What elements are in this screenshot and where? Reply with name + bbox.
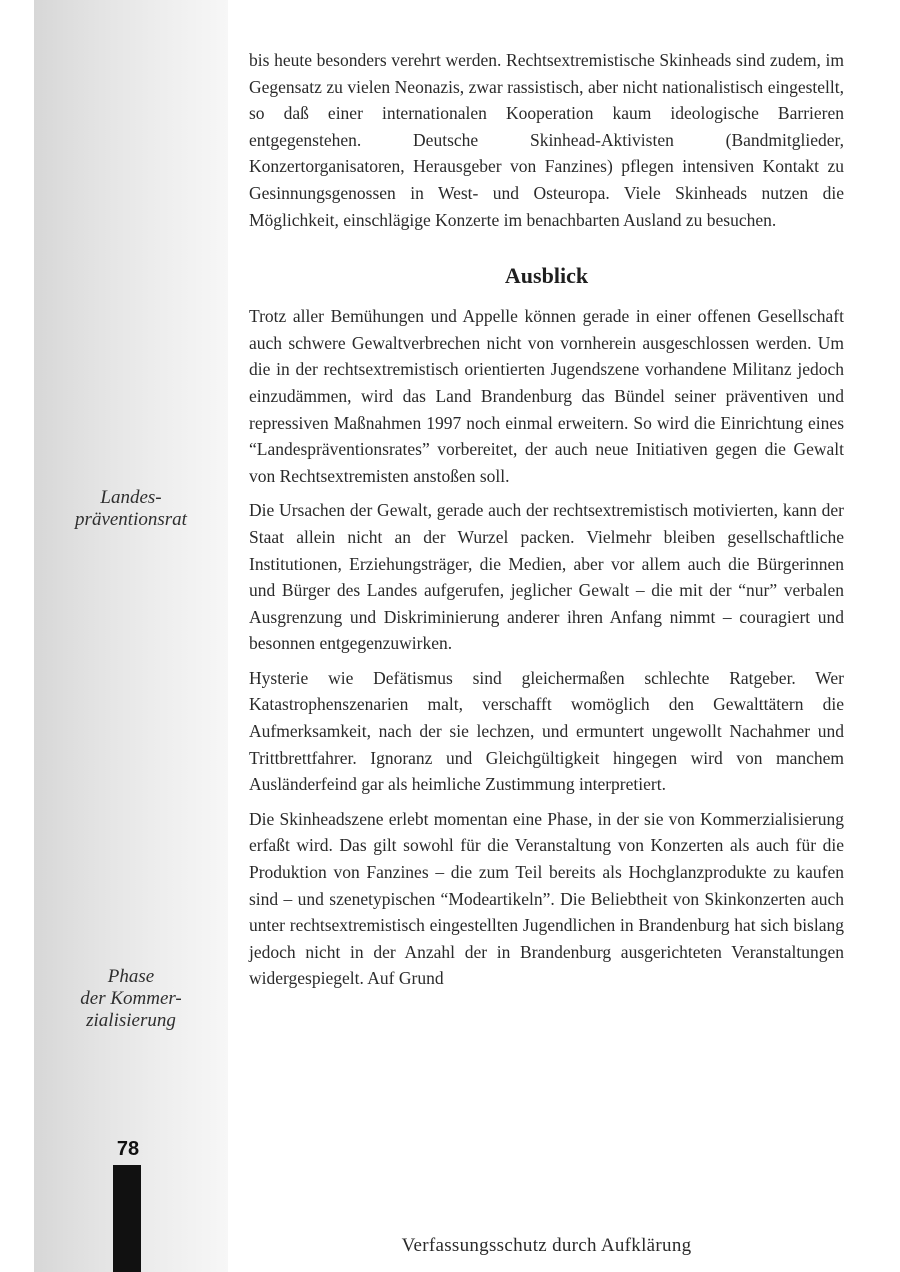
paragraph: Trotz aller Bemühungen und Appelle können gerade in einer offenen Gesellschaft auch schwere Gewaltverbrechen nicht von vornherein ausgeschlossen werden. Um die in der rechtsextremistisch orientierten Jugendszene vorhandene Militanz jedoch einzudämmen, wird das Land Brandenburg das Bündel seiner präventiven und repressiven Maßnahmen 1997 noch einmal erweitern. So wird die Einrichtung eines “Landespräventionsrates” vorbereitet, der auch neue Initiativen gegen die Gewalt von Rechtsextremisten anstoßen soll. (249, 306, 844, 486)
paragraph: Hysterie wie Defätismus sind gleichermaßen schlechte Ratgeber. Wer Katastrophenszenarien malt, verschafft womöglich den Gewalttätern die Aufmerksamkeit, nach der sie lechzen, und ermuntert ungewollt Nachahmer und Trittbrettfahrer. Ignoranz und Gleichgültigkeit hingegen wird von manchem Ausländerfeind gar als heimliche Zustimmung interpretiert. (249, 667, 844, 795)
intro-paragraph: bis heute besonders verehrt werden. Rechtsextremistische Skinheads sind zudem, im Gegensatz zu vielen Neonazis, zwar rassistisch, aber nicht nationalistisch eingestellt, so daß einer internationalen Kooperation kaum ideologische Barrieren entgegenstehen. Deutsche Skinhead-Aktivisten (Bandmitglieder, Konzertorganisatoren, Herausgeber von Fanzines) pflegen intensiven Kontakt zu Gesinnungsgenossen in West- und Osteuropa. Viele Skinheads nutzen die Möglichkeit, einschlägige Konzerte im benachbarten Ausland zu besuchen. (249, 50, 844, 230)
margin-note-line: Phase (107, 966, 155, 987)
paragraph: Die Ursachen der Gewalt, gerade auch der rechtsextremistisch motivierten, kann der Staat allein nicht an der Wurzel packen. Vielmehr bleiben gesellschaftliche Institutionen, Erziehungsträger, die Medien, aber vor allem auch die Bürgerinnen und Bürger des Landes aufgerufen, jeglicher Gewalt – die mit der “nur” verbalen Ausgrenzung und Diskriminierung anderer ihren Anfang nimmt – couragiert und besonnen entgegenzuwirken. (249, 500, 844, 654)
page-footer: Verfassungsschutz durch Aufklärung (401, 1235, 692, 1256)
margin-note-line: Landes- (100, 487, 162, 508)
margin-note-landespraeventionsrat (34, 487, 228, 531)
page-edge-bar (113, 1165, 141, 1272)
page-number: 78 (116, 1138, 140, 1160)
section-heading: Ausblick (504, 263, 589, 289)
main-text-column (249, 47, 844, 992)
margin-note-kommerzialisierung (34, 966, 228, 1032)
paragraph: Die Skinheadszene erlebt momentan eine Phase, in der sie von Kommerzialisierung erfaßt wird. Das gilt sowohl für die Veranstaltung von Konzerten als auch für die Produktion von Fanzines – die zum Teil bereits als Hochglanzprodukte zu kaufen sind – und szenetypischen “Modeartikeln”. Die Beliebtheit von Skinkonzerten auch unter rechtsextremistisch eingestellten Jugendlichen in Brandenburg hat sich bislang jedoch nicht in der Anzahl der in Brandenburg ausgerichteten Veranstaltungen widergespiegelt. Auf Grund (249, 808, 844, 989)
margin-note-line: zialisierung (86, 1010, 176, 1031)
margin-column (34, 0, 228, 1272)
margin-note-line: präventionsrat (75, 509, 187, 530)
margin-note-line: der Kommer- (80, 988, 182, 1009)
